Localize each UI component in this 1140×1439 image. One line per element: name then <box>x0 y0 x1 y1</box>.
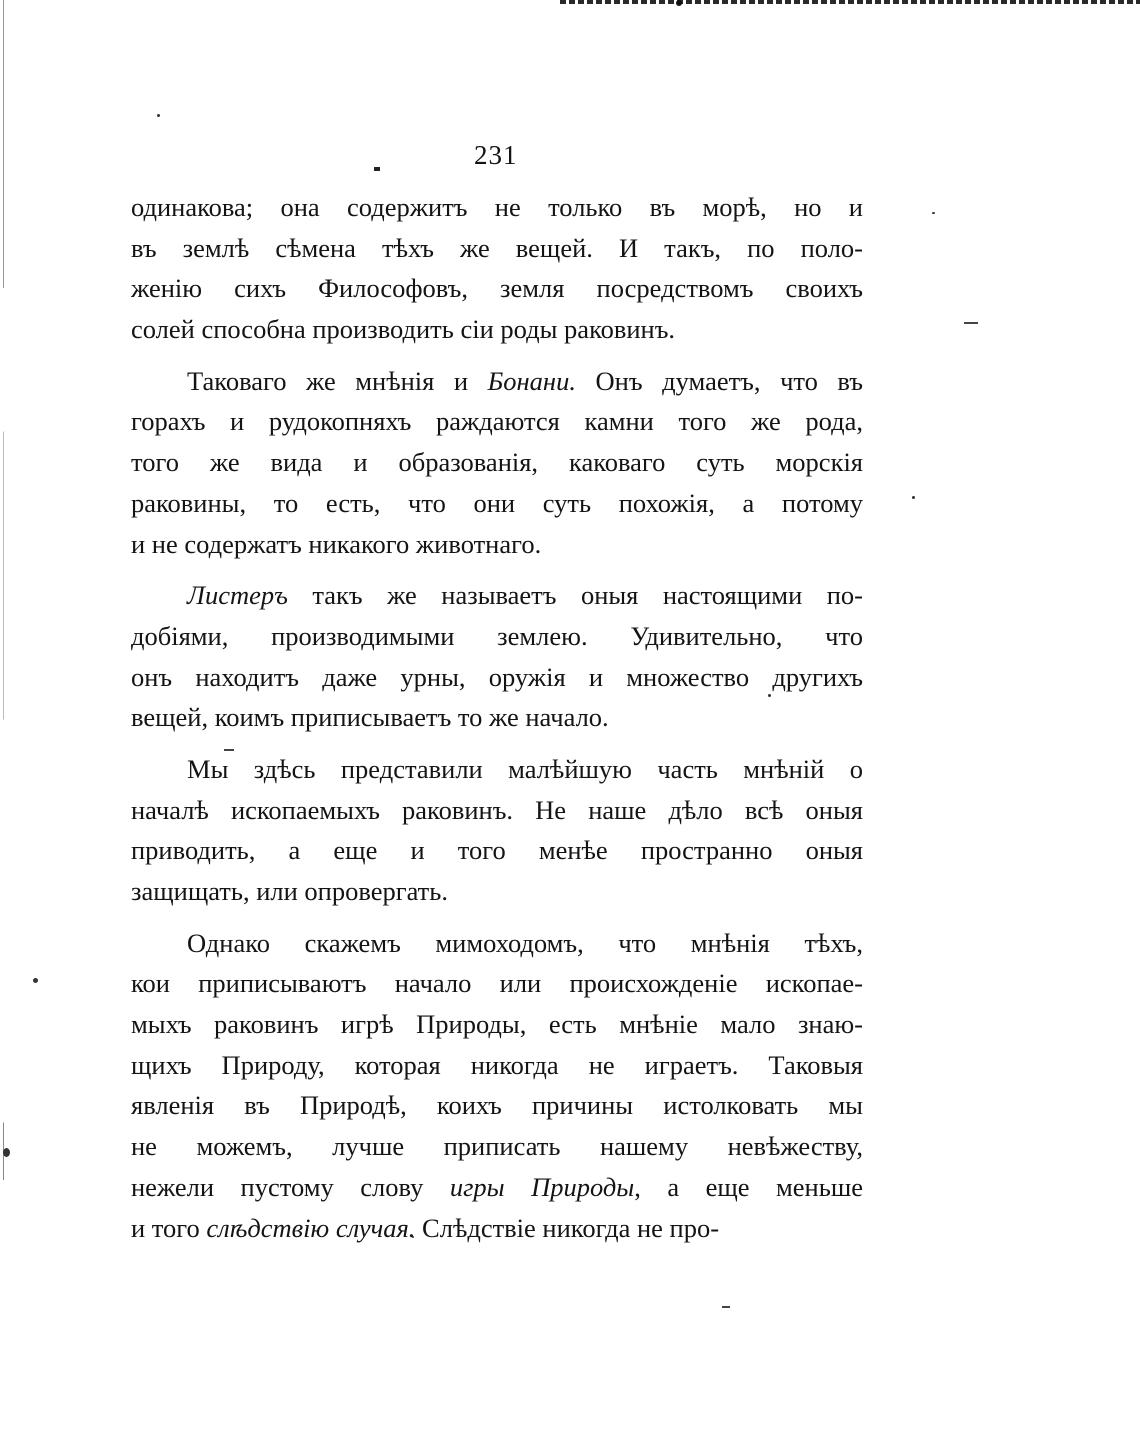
text-line <box>131 442 863 483</box>
text-run: Мы здѣсь представили малѣйшую часть мнѣній о <box>187 753 863 784</box>
text-line <box>131 401 863 442</box>
scan-ink-mark <box>676 0 682 6</box>
text-line <box>131 1208 863 1249</box>
text-run: не можемъ, лучше приписать нашему невѣжеству, <box>131 1131 863 1162</box>
text-run: того же вида и образованія, каковаго суть морскія <box>131 447 863 478</box>
paragraph <box>131 923 863 1249</box>
scan-speck <box>912 496 915 499</box>
text-run: солей способна производить сіи роды раковинъ. <box>131 314 676 345</box>
text-run: женію сихъ Философовъ, земля посредствомъ своихъ <box>131 273 863 304</box>
text-line <box>131 790 863 831</box>
text-run: такъ же называетъ оныя настоящими по- <box>287 580 863 611</box>
paragraph <box>131 187 863 350</box>
text-run: добіями, производимыми землею. Удивительно, что <box>131 620 863 651</box>
text-run: въ землѣ сѣмена тѣхъ же вещей. И такъ, по поло- <box>131 232 863 263</box>
text-line <box>131 483 863 524</box>
text-line <box>131 268 863 309</box>
text-run: вещей, коимъ приписываетъ то же начало. <box>131 702 609 733</box>
text-run: Однако скажемъ мимоходомъ, что мнѣнія тѣхъ, <box>187 927 863 958</box>
paragraph <box>131 361 863 564</box>
text-run: мыхъ раковинъ игрѣ Природы, есть мнѣніе мало знаю- <box>131 1009 863 1040</box>
italic-text: Бонани. <box>487 365 576 396</box>
text-line <box>131 1126 863 1167</box>
text-line <box>131 697 863 738</box>
text-run: щихъ Природу, которая никогда не играетъ. Таковыя <box>131 1049 863 1080</box>
scan-left-edge <box>3 0 4 1439</box>
body-text <box>131 187 863 1259</box>
text-line <box>131 1085 863 1126</box>
text-line <box>131 575 863 616</box>
page-number: 231 <box>474 140 518 170</box>
text-run: нежели пустому слову <box>131 1171 450 1202</box>
text-run: приводить, а еще и того менѣе пространно оныя <box>131 835 863 866</box>
italic-text: игры Природы <box>449 1171 635 1202</box>
text-run: кои приписываютъ начало или происхожденіе ископае- <box>131 968 863 999</box>
text-line <box>131 187 863 228</box>
text-run: защищать, или опровергать. <box>131 876 448 906</box>
text-run: и не содержатъ никакого животнаго. <box>131 528 542 559</box>
text-line <box>131 1167 863 1208</box>
scan-dash <box>722 1306 730 1308</box>
text-run: Таковаго же мнѣнія и <box>187 365 488 396</box>
text-run: одинакова; она содержитъ не только въ морѣ, но и <box>131 192 863 222</box>
scan-edge-rule <box>560 0 1140 4</box>
scan-stray-mark <box>374 167 380 171</box>
text-line <box>131 524 863 565</box>
text-line <box>131 923 863 964</box>
text-line <box>131 361 863 402</box>
text-line <box>131 871 863 912</box>
italic-text: слѣдствію случая. <box>206 1212 416 1243</box>
text-line <box>131 1004 863 1045</box>
text-run: раковины, то есть, что они суть похожія, а потому <box>131 487 863 518</box>
text-line <box>131 657 863 698</box>
text-line <box>131 963 863 1004</box>
text-line <box>131 1045 863 1086</box>
scan-speck <box>3 1148 10 1157</box>
text-run: началѣ ископаемыхъ раковинъ. Не наше дѣло всѣ оныя <box>131 794 863 825</box>
text-run: явленія въ Природѣ, коихъ причины истолковать мы <box>131 1090 863 1121</box>
text-line <box>131 228 863 269</box>
text-line <box>131 749 863 790</box>
scan-speck <box>157 114 160 117</box>
italic-text: Листеръ <box>187 580 288 611</box>
scan-speck <box>932 212 935 214</box>
text-run: онъ находитъ даже урны, оружія и множество другихъ <box>131 661 863 692</box>
text-line <box>131 309 863 350</box>
text-run: Слѣдствіе никогда не про- <box>415 1212 720 1243</box>
text-run: Онъ думаетъ, что въ <box>575 365 863 396</box>
scan-speck <box>33 978 38 983</box>
text-run: и того <box>131 1212 207 1243</box>
paragraph <box>131 575 863 738</box>
text-run: , а еще меньше <box>634 1171 863 1202</box>
paragraph <box>131 749 863 912</box>
text-line <box>131 616 863 657</box>
text-run: горахъ и рудокопняхъ раждаются камни того же рода, <box>131 406 863 437</box>
text-line <box>131 830 863 871</box>
scan-dash <box>964 322 978 324</box>
